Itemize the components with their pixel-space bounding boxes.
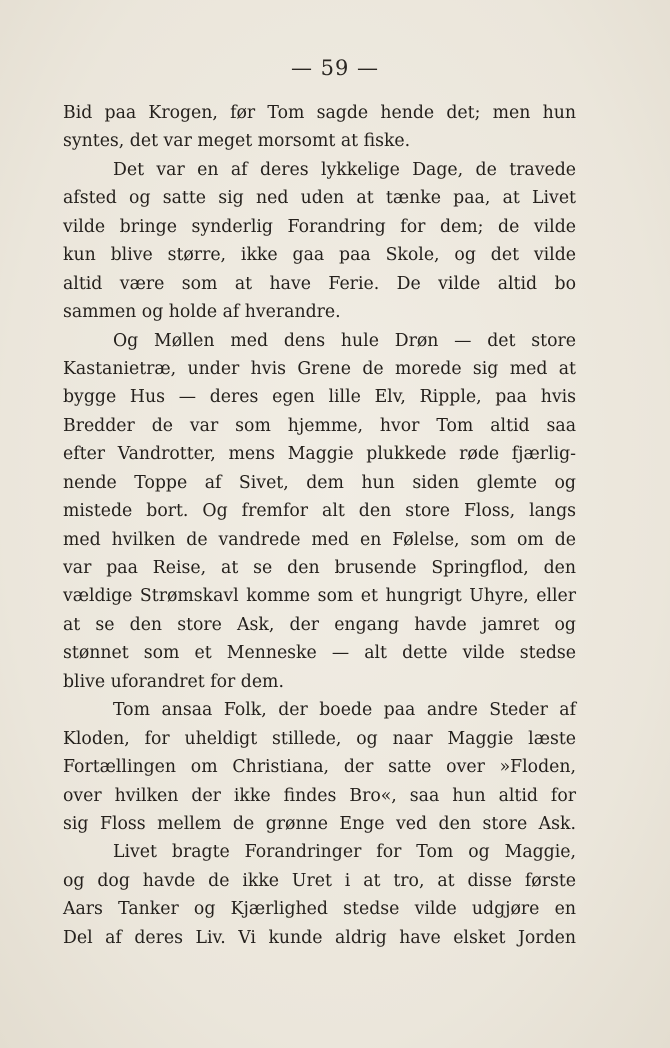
text-line: blive uforandret for dem. (63, 671, 284, 692)
text-line: efter Vandrotter, mens Maggie plukkede røde fjærlig- (63, 444, 576, 465)
text-line: Livet bragte Forandringer for Tom og Maggie, (113, 842, 576, 863)
text-line: over hvilken der ikke findes Bro«, saa hun altid for (63, 785, 576, 806)
text-line: at se den store Ask, der engang havde jamret og (63, 614, 576, 635)
text-line: altid være som at have Ferie. De vilde altid bo (63, 273, 576, 294)
text-line: stønnet som et Menneske — alt dette vilde stedse (63, 643, 576, 664)
body-text (63, 99, 576, 952)
text-line: sig Floss mellem de grønne Enge ved den store Ask. (63, 813, 576, 834)
text-line: afsted og satte sig ned uden at tænke paa, at Livet (63, 188, 576, 209)
text-line: Aars Tanker og Kjærlighed stedse vilde udgjøre en (63, 899, 576, 920)
text-line: var paa Reise, at se den brusende Springflod, den (63, 558, 576, 578)
text-line: Del af deres Liv. Vi kunde aldrig have elsket Jorden (63, 927, 576, 948)
text-line: syntes, det var meget morsomt at fiske. (63, 131, 411, 152)
text-line: Og Møllen med dens hule Drøn — det store (113, 330, 576, 351)
text-line: Det var en af deres lykkelige Dage, de travede (113, 159, 576, 180)
text-line: Kastanietræ, under hvis Grene de morede sig med at (63, 358, 576, 379)
text-line: sammen og holde af hverandre. (63, 302, 341, 323)
text-line: Kloden, for uheldigt stillede, og naar Maggie læste (63, 728, 576, 749)
text-line: Tom ansaa Folk, der boede paa andre Steder af (113, 700, 576, 721)
text-line: mistede bort. Og fremfor alt den store Floss, langs (63, 501, 576, 522)
text-line: og dog havde de ikke Uret i at tro, at disse første (63, 870, 576, 891)
text-line: nende Toppe af Sivet, dem hun siden glemte og (63, 472, 576, 493)
text-line: vilde bringe synderlig Forandring for dem; de vilde (63, 216, 576, 237)
text-line: vældige Strømskavl komme som et hungrigt Uhyre, eller (63, 586, 576, 607)
page-number: — 59 — (290, 56, 380, 80)
text-line: kun blive større, ikke gaa paa Skole, og det vilde (63, 245, 576, 266)
text-line: bygge Hus — deres egen lille Elv, Ripple, paa hvis (63, 387, 576, 408)
text-line: Bredder de var som hjemme, hvor Tom altid saa (63, 415, 576, 436)
text-line: Fortællingen om Christiana, der satte over »Floden, (63, 757, 576, 778)
text-line: med hvilken de vandrede med en Følelse, som om de (63, 529, 576, 550)
text-line: Bid paa Krogen, før Tom sagde hende det; men hun (63, 103, 576, 123)
